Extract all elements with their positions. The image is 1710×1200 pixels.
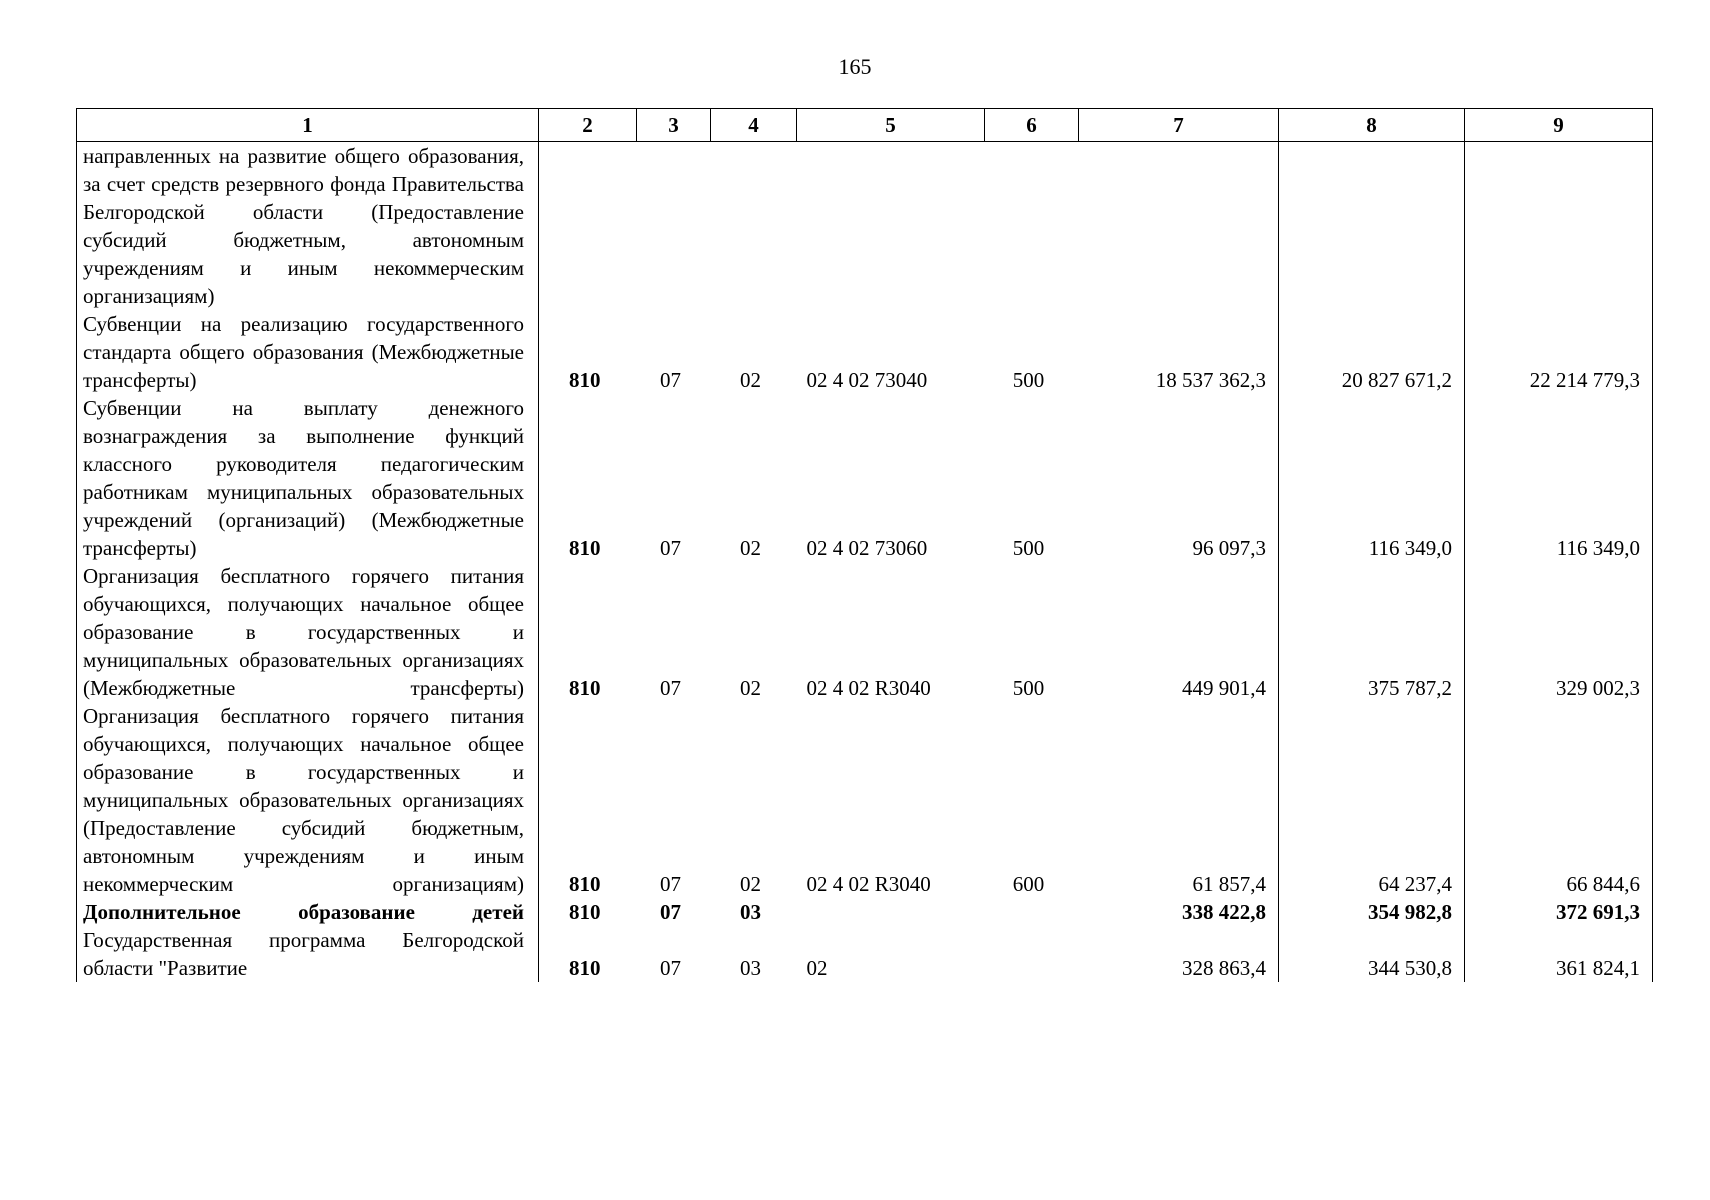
column-header-1: 1	[77, 109, 539, 142]
row-target-article: 02 4 02 R3040	[806, 676, 931, 700]
row-amount-2022: 375 787,2	[1279, 562, 1465, 702]
row-target-article: 02	[806, 956, 828, 980]
row-amount-2023: 361 824,1	[1465, 926, 1653, 982]
row-expense-type: 500	[1012, 536, 1045, 560]
row-expense-type: 600	[1012, 872, 1045, 896]
row-amount-2022	[1279, 142, 1465, 311]
row-amount-2021: 18 537 362,3	[1079, 310, 1279, 394]
row-subsection: 02	[740, 536, 761, 560]
row-amount-2021: 449 901,4	[1079, 562, 1279, 702]
row-chapter: 810	[569, 676, 601, 700]
row-description: Организация бесплатного горячего питания обучающихся, получающих начальное общее образование в государственных и муниципальных образовательных организациях (Предоставление субсидий бюджетным, автономным учреждениям и иным некоммерческим организациям)	[77, 702, 539, 898]
table-row	[77, 310, 1653, 394]
row-expense-type: 500	[1012, 368, 1045, 392]
row-amount-2021: 328 863,4	[1079, 926, 1279, 982]
row-amount-2022: 344 530,8	[1279, 926, 1465, 982]
row-subsection: 02	[740, 872, 761, 896]
row-description: Субвенции на выплату денежного вознаграждения за выполнение функций классного руководителя педагогическим работникам муниципальных образовательных учреждений (организаций) (Межбюджетные трансферты)	[77, 394, 539, 562]
column-header-2: 2	[539, 109, 637, 142]
row-target-article: 02 4 02 73040	[806, 368, 928, 392]
row-amount-2023: 372 691,3	[1465, 898, 1653, 926]
row-description: Организация бесплатного горячего питания обучающихся, получающих начальное общее образование в государственных и муниципальных образовательных организациях (Межбюджетные трансферты)	[77, 562, 539, 702]
row-amount-2022: 20 827 671,2	[1279, 310, 1465, 394]
row-amount-2023: 66 844,6	[1465, 702, 1653, 898]
row-amount-2021: 96 097,3	[1079, 394, 1279, 562]
row-section: 07	[660, 872, 681, 896]
column-header-9: 9	[1465, 109, 1653, 142]
row-subsection: 02	[740, 676, 761, 700]
row-subsection	[711, 142, 797, 311]
row-amount-2023: 116 349,0	[1465, 394, 1653, 562]
row-expense-type	[985, 142, 1079, 311]
table-row	[77, 394, 1653, 562]
row-section: 07	[660, 368, 681, 392]
row-amount-2022: 64 237,4	[1279, 702, 1465, 898]
row-amount-2023: 22 214 779,3	[1465, 310, 1653, 394]
row-target-article: 02 4 02 R3040	[806, 872, 931, 896]
row-amount-2023	[1465, 142, 1653, 311]
row-subsection: 02	[740, 368, 761, 392]
row-chapter: 810	[569, 536, 601, 560]
column-header-3: 3	[637, 109, 711, 142]
row-section: 07	[660, 676, 681, 700]
row-amount-2021: 338 422,8	[1079, 898, 1279, 926]
row-description: направленных на развитие общего образования, за счет средств резервного фонда Правительства Белгородской области (Предоставление субсидий бюджетным, автономным учреждениям и иным некоммерческим организациям)	[77, 142, 539, 311]
column-header-4: 4	[711, 109, 797, 142]
row-amount-2021: 61 857,4	[1079, 702, 1279, 898]
column-header-7: 7	[1079, 109, 1279, 142]
column-header-5: 5	[797, 109, 985, 142]
table-body	[77, 142, 1653, 983]
table-row	[77, 898, 1653, 926]
table-row	[77, 926, 1653, 982]
row-section	[637, 142, 711, 311]
row-amount-2023: 329 002,3	[1465, 562, 1653, 702]
row-section: 07	[660, 900, 681, 924]
row-subsection: 03	[740, 956, 761, 980]
column-header-8: 8	[1279, 109, 1465, 142]
table-row	[77, 702, 1653, 898]
table-row	[77, 562, 1653, 702]
row-chapter: 810	[569, 872, 601, 896]
page-number: 165	[838, 54, 872, 79]
row-chapter: 810	[569, 956, 601, 980]
row-chapter	[539, 142, 637, 311]
row-amount-2022: 354 982,8	[1279, 898, 1465, 926]
column-header-6: 6	[985, 109, 1079, 142]
row-target-article	[797, 898, 985, 926]
row-description: Дополнительное образование детей	[77, 898, 539, 926]
row-expense-type	[985, 898, 1079, 926]
row-subsection: 03	[740, 900, 761, 924]
row-section: 07	[660, 536, 681, 560]
row-amount-2021	[1079, 142, 1279, 311]
row-expense-type	[985, 926, 1079, 982]
column-number-header-row	[77, 109, 1653, 142]
row-amount-2022: 116 349,0	[1279, 394, 1465, 562]
row-description: Субвенции на реализацию государственного стандарта общего образования (Межбюджетные трансферты)	[77, 310, 539, 394]
row-description: Государственная программа Белгородской области "Развитие	[77, 926, 539, 982]
row-chapter: 810	[569, 368, 601, 392]
row-target-article: 02 4 02 73060	[806, 536, 928, 560]
row-expense-type: 500	[1012, 676, 1045, 700]
budget-table	[76, 108, 1653, 982]
row-target-article	[797, 142, 985, 311]
row-section: 07	[660, 956, 681, 980]
row-chapter: 810	[569, 900, 601, 924]
table-row	[77, 142, 1653, 311]
